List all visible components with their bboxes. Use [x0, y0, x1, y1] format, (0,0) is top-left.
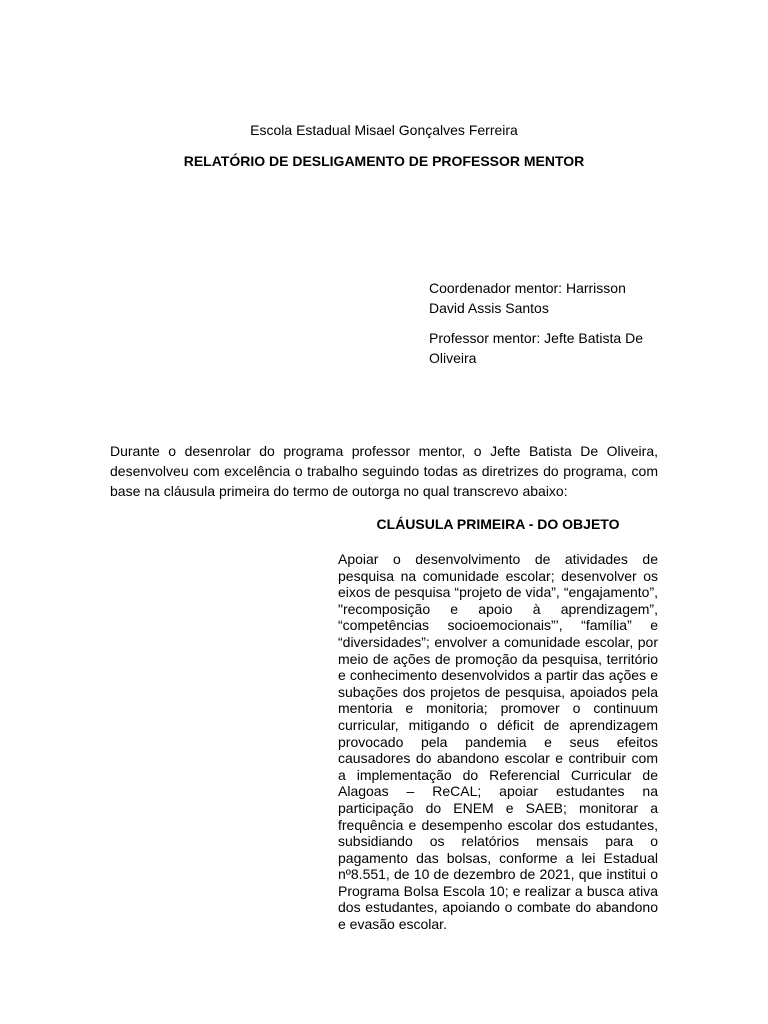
intro-paragraph: Durante o desenrolar do programa professor mentor, o Jefte Batista De Oliveira, desenvolveu com excelência o trabalho seguindo todas as diretrizes do programa, com base na cláusula primeira do termo de outorga no qual transcrevo abaixo:: [110, 443, 658, 499]
school-name: Escola Estadual Misael Gonçalves Ferreira: [250, 122, 518, 138]
professor-mentor-line: Professor mentor: Jefte Batista De Oliveira: [429, 330, 643, 366]
coordinator-mentor-line: Coordenador mentor: Harrisson David Assis Santos: [429, 280, 626, 316]
report-title: RELATÓRIO DE DESLIGAMENTO DE PROFESSOR MENTOR: [183, 153, 585, 169]
clause-title: CLÁUSULA PRIMEIRA - DO OBJETO: [376, 516, 620, 532]
clause-text: Apoiar o desenvolvimento de atividades de pesquisa na comunidade escolar; desenvolver os eixos de pesquisa “projeto de vida”, “engajamento”, "recomposição e apoio à aprendizagem”, “competências socioemocionais”’, “família” e “diversidades”; envolver a comunidade escolar, por meio de ações de promoção da pesquisa, território e conhecimento desenvolvidos a partir das ações e subações dos projetos de pesquisa, apoiados pela mentoria e monitoria; promover o continuum curricular, mitigando o déficit de aprendizagem provocado pela pandemia e seus efeitos causadores do abandono escolar e contribuir com a implementação do Referencial Curricular de Alagoas – ReCAL; apoiar estudantes na participação do ENEM e SAEB; monitorar a frequência e desempenho escolar dos estudantes, subsidiando os relatórios mensais para o pagamento das bolsas, conforme a lei Estadual nº8.551, de 10 de dezembro de 2021, que institui o Programa Bolsa Escola 10; e realizar a busca ativa dos estudantes, apoiando o combate do abandono e evasão escolar.: [338, 551, 658, 933]
